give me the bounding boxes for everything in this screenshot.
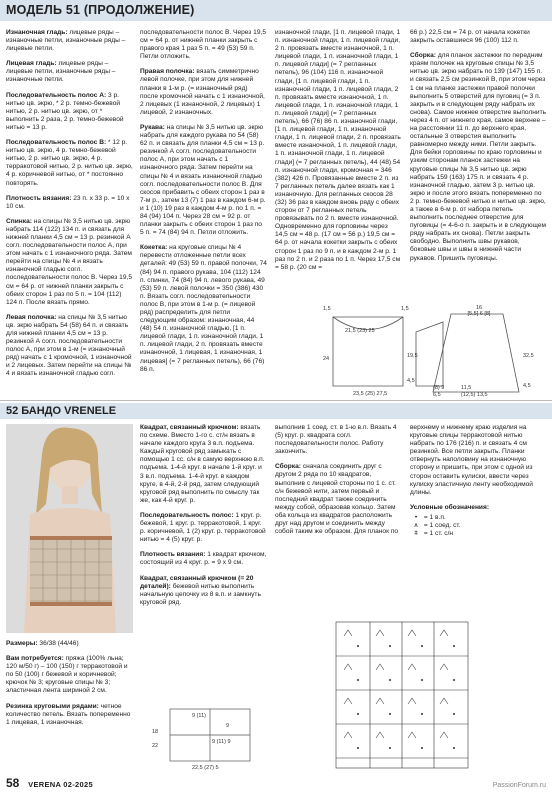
paragraph: Кокетка: на круговые спицы № 4 перевести отложенные петли всех деталей: 49 (53) 59 п. правой полочки, 74 (84) 94 п. правого рукава, 104 (112) 124 п. спинки, 74 (84) 94 п. левого рукава, 49 (53) 59 п. левой полочки = 350 (386) 430 п. Вязать согл. последовательности полос В, при этом в 1-м р. (= лицевой ряд) распределить для петли следующим образом: изнаночная, 44 (48) 54 п. изнаночной гладью, [1 п. лицевой глади, 1 п. изнаночной глади, 1 п. лицевой глади, 2 п. провязать вместе изнаночной, 1 лицевая, 1 изнаночная, 1 лицевая] (= 7 регланных петель), 66 (76) 86 п. xyxy=(140,244,267,373)
panel-division xyxy=(170,709,250,761)
chart-chains xyxy=(357,645,455,749)
section-header xyxy=(0,403,552,419)
bottom-text-column-3 xyxy=(275,424,402,543)
section-divider xyxy=(0,400,552,401)
page-title: МОДЕЛЬ 51 (ПРОДОЛЖЕНИЕ) xyxy=(6,3,195,17)
bottom-text-column-4 xyxy=(410,424,547,538)
paragraph: Плотность вязания: 23 п. х 33 р. = 10 х 10 см. xyxy=(6,194,130,210)
dim-label: (8) 9 xyxy=(433,385,445,391)
dim-label: 9 (11) 9 xyxy=(212,739,231,745)
text-column-1 xyxy=(6,29,133,386)
legend-item: ∧ = 1 соед. ст. xyxy=(410,522,547,530)
paragraph: Последовательность полос В: * 12 р. нитью цв. экрю, 4 р. темно-бежевой нитью, 2 р. нитью цв. экрю, 4 р. терракотовой нитью, 2 р. нитью цв. экрю, 4 р. коричневой нитью, от * постоянно повторять. xyxy=(6,139,133,187)
paragraph: Квадрат, связанный крючком (= 20 деталей): бежевой нитью выполнить начальную цепочку из 8 в.п. и замкнуть круговой ряд. xyxy=(140,574,261,606)
chart-stitches xyxy=(344,630,448,738)
double-crochet-icon: ǂ xyxy=(414,530,418,538)
slip-stitch-icon: ∧ xyxy=(413,522,419,530)
bottom-text-column-1 xyxy=(6,640,133,734)
garment-schematic xyxy=(283,302,545,398)
sleeve-outline xyxy=(433,314,519,392)
magazine-name: VERENA 02-2025 xyxy=(28,780,93,789)
watermark: PassionForum.ru xyxy=(492,782,546,789)
model-photo-illustration xyxy=(6,424,133,633)
dim-label: 23,5 (25) 27,5 xyxy=(353,391,388,397)
paragraph: Размеры: 36/38 (44/46) xyxy=(6,640,79,647)
dim-label: 1,5 xyxy=(323,306,331,312)
dim-label: 9 xyxy=(226,723,230,729)
paragraph: Вам потребуется: пряжа (100% льна; 120 м/50 г) – 100 (150) г терракотовой и по 50 (100) г бежевой и коричневой; крючок № 3; круговые спицы № 3; эластичная лента шириной 2 см. xyxy=(6,655,128,695)
paragraph: Последовательность полос: 1 круг. р. бежевой, 1 круг. р. терракотовой, 1 круг. р. коричневой, 1 (2) круг. р. терракотовой нитью = 4 (5) круг. р. xyxy=(140,511,266,544)
paragraph: изнаночной глади, [1 п. лицевой глади, 1 п. изнаночной глади, 1 п. лицевой глади, 2 п. провязать вместе изнаночной, 1 п. лицевой глади, 1 п. изнаночной глади, 1 п. лицевой глади] (= 7 регланных петель), 96 (104) 116 п. изнаночной глади, [1 п. лицевой глади, 1 п. изнаночной глади, 1 п. лицевой глади, 2 п. провязать вместе изнаночной, 1 п. лицевой глади, 1 п. изнаночной глади, 1 п. лицевой глади] (= 7 регланных петель), 66 (76) 86 п. изнаночной глади, [1 п. лицевой глади, 1 п. изнаночной глади, 1 п. лицевой глади, 2 п. провязать вместе изнаночной, 1 п. лицевой глади, 1 п. изнаночной глади, 1 п. лицевой глади] (= 7 регланных петель), 44 (48) 54 п. изнаночной глади, кромочная = 346 (382) 426 п. Провязанные вместе 2 п. из 7 регланных петель далее вязать как 1 изнаночную. Для регланных скосов 28 (32) 36 раз в каждом вновь ряду с обеих сторон от 7 регланных петель провязывать по 2 п. вместе изнаночной. Одновременно для горловины через 14,5 см = 48 р. (17 см = 56 р.) 19,5 см = 64 р. от начала кокетки закрыть с обеих сторон 1 раз по 9 п. и в каждом 2-м р. 1 раз по 2 п. и 2 раза по 1 п. Через 17,5 см = 58 р. (20 см = xyxy=(275,29,401,271)
paragraph: Правая полочка: вязать симметрично левой полочке, при этом для нижней планки в 1-м р. (= изнаночный ряд) после кромочной начать с 1 изнаночной, 2 лицевых (1 изнаночной, 2 лицевых) 1 лицевой, 2 изнаночных. xyxy=(140,68,265,116)
paragraph: Левая полочка: на спицы № 3,5 нитью цв. экрю набрать 54 (58) 64 п. и связать для нижней планки 4,5 см = 13 р. резинкой А согл. последовательности полос А, при этом в 1-м (= изнаночный ряд) начать с 1 кромочной, 1 изнаночной и 2 лицевых. Затем перейти на спицы № 4 и вязать изнаночной гладью согл. xyxy=(6,313,132,378)
paragraph: последовательности полос В. Через 19,5 см = 64 р. от нижней планки закрыть с правого края 1 раз 5 п. = 49 (53) 59 п. Петли отложить. xyxy=(140,29,266,61)
paragraph: Рукава: на спицы № 3,5 нитью цв. экрю набрать для каждого рукава по 54 (58) 62 п. и связать для планки 4,5 см = 13 р. резинкой А согл. последовательности полос А, при этом начать с 1 изнаночного ряда. Затем перейти на спицы № 4 и вязать изнаночной гладью согл. последовательности полос В. Для скосов прибавить с обеих сторон 1 раз в 7-м р., затем 13 (7) 1 раз в каждом 6-м р. и 1 (10) 19 раз в каждом 4-м р. по 1 п. = 84 (94) 104 п. Через 28 см = 92 р. от планки закрыть с обеих сторон 1 раз по 5 п. = 74 (84) 94 п. Петли отложить. xyxy=(140,123,266,237)
bottom-text-column-2 xyxy=(140,424,267,614)
dim-label: 22 xyxy=(152,743,159,749)
dim-label: 6,5 xyxy=(433,392,441,398)
chain-stitch-icon: • xyxy=(414,513,418,521)
dim-label: 21,5 (23) 25 xyxy=(345,328,375,334)
paragraph: 66 р.) 22,5 см = 74 р. от начала кокетки закрыть оставшиеся 96 (100) 112 п. xyxy=(410,29,530,45)
section-title: 52 БАНДО VRENELE xyxy=(6,405,117,417)
text-column-4 xyxy=(410,29,547,270)
paragraph: Плотность вязания: 1 квадрат крючком, состоящий из 4 круг. р. = 9 х 9 см. xyxy=(140,551,267,567)
text-column-3 xyxy=(275,29,402,279)
paragraph: Лицевая гладь: лицевые ряды – лицевые петли, изнаночные ряды – изнаночные петли. xyxy=(6,60,116,84)
bando-schematic xyxy=(142,703,270,773)
dim-label: 16 xyxy=(475,305,483,311)
paragraph: Сборка: для планок застежки по передним краям полочек на круговые спицы № 3,5 нитью цв. экрю набрать по 139 (147) 155 п. и связать 2,5 см резинкой В, при этом через 1 см на планке застежки правой полочки выполнить 5 отверстий для пуговиц (= 3 п. закрыть и в следующем ряду набрать их снова). Самое нижнее отверстие выполнить через 4 п. от нижнего края, самое верхнее – на расстоянии 11 п. до верхнего края, остальные 3 отверстия выполнить равномерно между ними. Петли закрыть. Для бейки горловины по краю горловины и узким сторонам планок застежки на круговые спицы № 3,5 нитью цв. экрю набрать 159 (163) 175 п. и связать 4 р. изнаночной гладью, затем 3 р. нитью цв. экрю и после этого вязать попеременно по 2 р. темно-бежевой нитью и нитью цв. экрю, а также в 6-м р. от набора петель выполнить последнее отверстие для пуговицы (= 4-6-о п. закрыть и в следующем ряду набрать их снова). Петли закрыть свободно. Выполнить швы рукавов, боковые швы и швы в нижней части рукавов. Пришить пуговицы. xyxy=(410,52,547,262)
dim-label: 24 xyxy=(323,356,330,362)
crochet-chart xyxy=(330,616,475,774)
text-column-2 xyxy=(140,29,267,381)
paragraph: выполнив 1 соед. ст. в 1-ю в.п. Вязать 4 (5) круг. р. квадрата согл. последовательности полос. Работу закончить. xyxy=(275,424,397,456)
page-number: 58 xyxy=(6,776,20,790)
dim-label: 9 (11) xyxy=(192,713,206,719)
dim-label: 11,5 xyxy=(461,385,472,391)
dim-label: 4,5 xyxy=(523,383,531,389)
paragraph: Спинка: на спицы № 3,5 нитью цв. экрю набрать 114 (122) 134 п. и связать для нижней планки 4,5 см = 13 р. резинкой А согл. последовательности полос А, при этом начать с 1 изнаночного ряда. Затем перейти на спицы № 4 и вязать изнаночной гладью согл. последовательности полос В. Через 19,5 см = 64 р. от нижней планки закрыть с обеих сторон 1 раз по 5 п. = 104 (112) 124 п. После вязать прямо. xyxy=(6,217,132,306)
chart-grid xyxy=(336,622,468,768)
legend-item: • = 1 в.п. xyxy=(410,514,547,522)
dim-label: 32,5 xyxy=(523,353,534,359)
front-outline xyxy=(416,322,443,386)
paragraph: Сборка: сначала соединить друг с другом 2 ряда по 10 квадратов, выполнив с лицевой стороны по 1 с. ст. с/н бежевой нити, затем первый и последний квадрат также соединить между собой, образовав кольцо. Затем оба кольца из квадратов расположить друг над другом и соединить между собой таким же образом. Для планок по xyxy=(275,463,399,536)
page-footer xyxy=(6,776,93,790)
dim-label: 4,5 xyxy=(407,378,415,384)
dim-label: [5,5] 6 [8] xyxy=(467,311,491,317)
paragraph: Квадрат, связанный крючком: вязать по схеме. Вместо 1-го с. ст/н вязать в начале каждого круга 3 в.п. подъема. Каждый круговой ряд замыкать с помощью 1 сс. с/н в самую верхнюю в.п. подъема. 1-4-й круг. в начале 1-й круг. и 3 в.п. подъема. 1-4-й круг. в каждом круге, в 4-й, 2-й ряд, затем следующий круговой ряд выполнить по смыслу так же, как 4-й круг. р. xyxy=(140,424,265,504)
dim-label: 1,5 xyxy=(401,306,409,312)
paragraph: Изнаночная гладь: лицевые ряды – изнаночные петли, изнаночные ряды – лицевые петли. xyxy=(6,29,126,53)
dim-label: 22,5 (27) 5 xyxy=(192,765,219,771)
paragraph: Последовательность полос А: 3 р. нитью цв. экрю, * 2 р. темно-бежевой нитью, 2 р. нитью цв. экрю, от * выполнить 2 раза, 2 р. темно-бежевой нитью = 13 р. xyxy=(6,91,124,131)
dim-label: 19,5 xyxy=(407,353,418,359)
paragraph: Условные обозначения: xyxy=(410,503,490,511)
section-header xyxy=(0,0,552,21)
dim-label: 18 xyxy=(152,729,159,735)
paragraph: верхнему и нижнему краю изделия на круговые спицы терракотовой нитью набрать по 176 (216) п. и связать 4 см резинкой. Все петли закрыть. Планки отвернуть наполовину на изнаночную сторону и пришить, при этом с одной из сторон оставить кулиски, ввести через кулиску эластичную ленту необходимой длины. xyxy=(410,424,533,496)
paragraph: Резинка круговыми рядами: четное количество петель. Вязать попеременно 1 лицевая, 1 изнаночная. xyxy=(6,702,131,726)
model-photo xyxy=(6,424,133,633)
dim-label: (12,5) 13,5 xyxy=(461,392,488,398)
legend-item: ǂ = 1 ст. с/н xyxy=(410,530,547,538)
